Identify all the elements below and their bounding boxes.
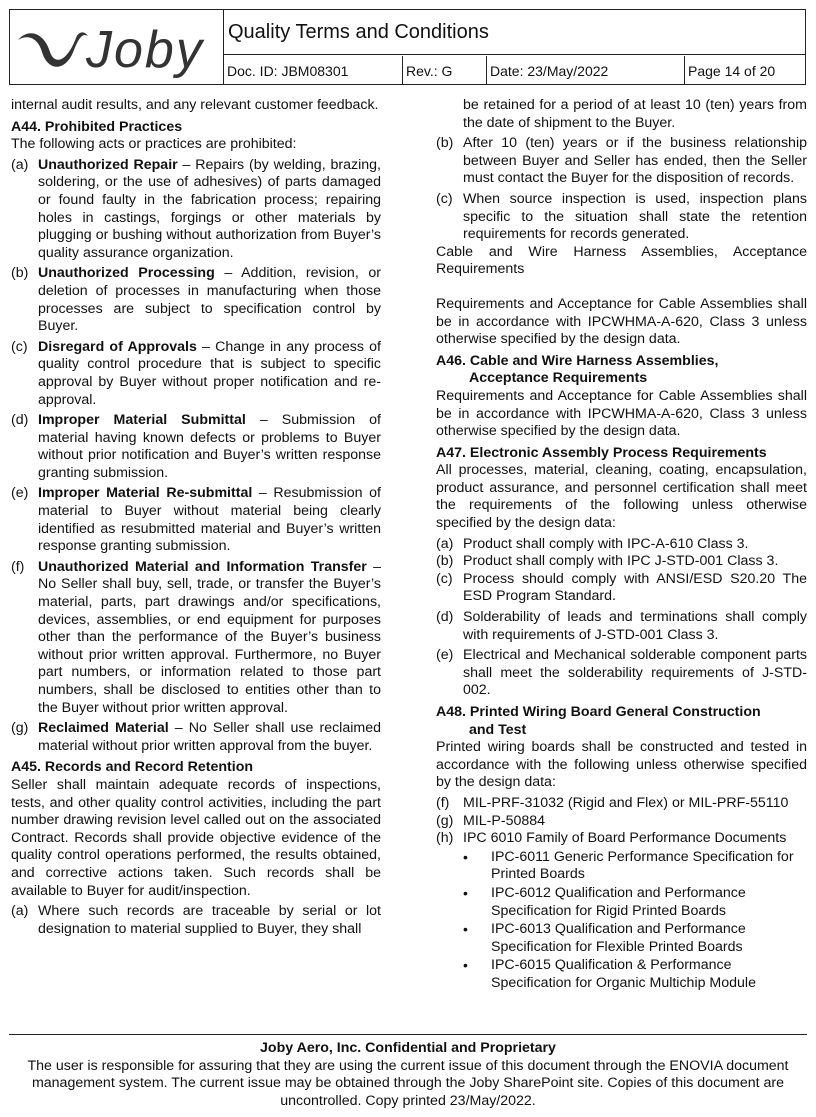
section-heading-a48-cont: and Test [469, 721, 527, 738]
footer-divider [9, 1034, 807, 1035]
list-item: (g) Reclaimed Material – No Seller shall use reclaimed material without prior written approval from the buyer. [11, 720, 381, 754]
document-footer [9, 1040, 807, 1110]
list-item: (b) Product shall comply with IPC J-STD-001 Class 3. [436, 553, 779, 570]
document-title: Quality Terms and Conditions [224, 10, 806, 55]
cable-paragraph: Requirements and Acceptance for Cable Assemblies shall be in accordance with IPCWHMA-A-620, Class 3 unless otherwise specified by the design data. [436, 295, 807, 348]
logo-wordmark: Joby [86, 21, 204, 79]
list-item: (f) MIL-PRF-31032 (Rigid and Flex) or MIL-PRF-55110 [436, 794, 789, 811]
continued-text: be retained for a period of at least 10 (ten) years from the date of shipment to the Buyer. [463, 97, 807, 131]
page-number: Page 14 of 20 [688, 63, 776, 79]
section-heading-a47: A47. Electronic Assembly Process Requirements [436, 444, 767, 461]
list-item: (a) Product shall comply with IPC-A-610 Class 3. [436, 535, 749, 552]
list-item: (a) Where such records are traceable by serial or lot designation to material supplied to Buyer, they shall [11, 903, 381, 937]
list-item: (g) MIL-P-50884 [436, 812, 546, 829]
list-item: (c) Disregard of Approvals – Change in any process of quality control procedure that is subject to specific approval by Buyer without proper notification and re-approval. [11, 338, 381, 408]
joby-swoosh-icon [14, 18, 94, 78]
section-heading-a45: A45. Records and Record Retention [11, 759, 254, 776]
bullet-icon: • [463, 848, 468, 865]
bullet-item: • IPC-6015 Qualification & Performance Specification for Organic Multichip Module [463, 957, 756, 991]
list-item: (b) Unauthorized Processing – Addition, revision, or deletion of processes in manufacturing when those processes are subject to specification control by Buyer. [11, 265, 381, 335]
bullet-icon: • [463, 957, 468, 974]
list-item: (h) IPC 6010 Family of Board Performance Documents [436, 830, 787, 847]
document-date: Date: 23/May/2022 [487, 56, 685, 84]
footer-text: The user is responsible for assuring that they are using the current issue of this document through the ENOVIA document management system. The current issue may be obtained through the Joby SharePoint site. Copies of this document are uncontrolled. Copy printed 23/May/2022. [27, 1057, 789, 1109]
cable-plain-heading: Cable and Wire Harness Assemblies, Acceptance Requirements [436, 243, 807, 278]
a47-text: All processes, material, cleaning, coating, encapsulation, product assurance, and personnel certification shall meet the requirements of the following unless otherwise specified by the design data: [436, 462, 807, 532]
a46-text: Requirements and Acceptance for Cable Assemblies shall be in accordance with IPCWHMA-A-620, Class 3 unless otherwise specified by the design data. [436, 387, 807, 440]
list-item: (c) Process should comply with ANSI/ESD S20.20 The ESD Program Standard. [436, 570, 807, 605]
footer-title: Joby Aero, Inc. Confidential and Proprietary [260, 1040, 556, 1056]
right-column [436, 97, 807, 993]
bullet-icon: • [463, 921, 468, 938]
bullet-icon: • [463, 884, 468, 901]
list-item: (e) Electrical and Mechanical solderable component parts shall meet the solderability requirements of J-STD-002. [436, 647, 807, 699]
list-item: (a) Unauthorized Repair – Repairs (by welding, brazing, soldering, or the use of adhesives) of parts damaged or found faulty in the fabrication process; repairing holes in castings, forgings or other materials by plugging or bushing without authorization from Buyer’s quality assurance organization. [11, 156, 381, 261]
bullet-item: • IPC-6012 Qualification and Performance Specification for Rigid Printed Boards [463, 884, 746, 919]
bullet-item: • IPC-6011 Generic Performance Specification for Printed Boards [463, 848, 794, 883]
bullet-item: • IPC-6013 Qualification and Performance Specification for Flexible Printed Boards [463, 921, 746, 955]
revision: Rev.: G [403, 56, 487, 84]
list-item: (b) After 10 (ten) years or if the business relationship between Buyer and Seller has ended, then the Seller must contact the Buyer for the disposition of records. [436, 135, 807, 187]
joby-logo [10, 10, 224, 84]
list-item: (d) Improper Material Submittal – Submission of material having known defects or problems to Buyer without prior notification and Buyer’s written response granting submission. [11, 412, 382, 481]
section-heading-a46: A46. Cable and Wire Harness Assemblies, [436, 352, 719, 369]
list-item: (e) Improper Material Re-submittal – Resubmission of material to Buyer without material being clearly identified as resubmitted material and Buyer’s written response granting submission. [11, 485, 381, 555]
section-heading-a44: A44. Prohibited Practices [11, 118, 183, 135]
section-heading-a48: A48. Printed Wiring Board General Construction [436, 704, 761, 720]
document-header [9, 9, 806, 85]
intro-text: internal audit results, and any relevant customer feedback. [11, 97, 379, 113]
section-heading-a46-cont: Acceptance Requirements [469, 370, 648, 387]
list-item: (f) Unauthorized Material and Information Transfer – No Seller shall buy, sell, trade, or transfer the Buyer’s material, parts, part drawings and/or specifications, devices, assemblies, or end equipment for purposes other than the performance of the Buyer’s business without prior written approval. Furthermore, no Buyer part numbers, or information related to those part numbers, shall be disclosed to entities other than to the Buyer without prior written approval. [11, 558, 381, 716]
list-item: (d) Solderability of leads and terminations shall comply with requirements of J-STD-001 Class 3. [436, 609, 807, 643]
a44-intro: The following acts or practices are prohibited: [11, 136, 297, 153]
a45-text: Seller shall maintain adequate records of inspections, tests, and other quality control activities, including the part number drawing revision level called out on the associated Contract. Records shall provide objective evidence of the quality control operations performed, the results obtained, and corrective actions taken. Such records shall be available to Buyer for audit/inspection. [11, 776, 381, 899]
left-column [11, 97, 381, 938]
list-item: (c) When source inspection is used, inspection plans specific to the situation shall state the retention requirements for records generated. [436, 190, 807, 243]
doc-id: Doc. ID: JBM08301 [224, 56, 403, 84]
a48-text: Printed wiring boards shall be constructed and tested in accordance with the following unless otherwise specified by the design data: [436, 739, 807, 791]
